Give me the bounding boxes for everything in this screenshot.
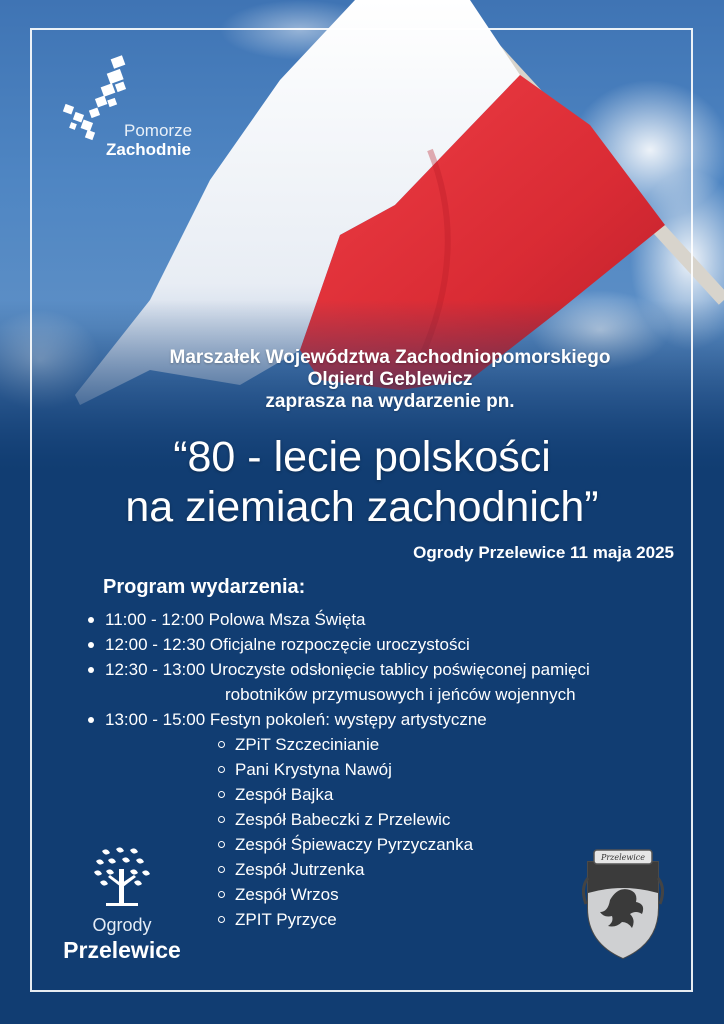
performer-item: Zespół Bajka [218,782,473,807]
bullet-icon [88,642,94,648]
ogrody-przelewice-logo [52,845,192,965]
intro-line-2: Olgierd Geblewicz [307,369,473,390]
performer-item: Zespół Jutrzenka [218,857,473,882]
performers-list [218,732,473,932]
circle-bullet-icon [218,741,225,748]
program-list [88,607,688,732]
pomorze-zachodnie-logo [60,55,220,165]
program-heading: Program wydarzenia: [103,576,306,598]
event-title-line-2: na ziemiach zachodnich” [125,483,599,531]
logo-ogrody-line1: Ogrody [92,915,152,935]
program-item-continuation: robotników przymusowych i jeńców wojennych [225,685,576,704]
performer-item: Zespół Wrzos [218,882,473,907]
circle-bullet-icon [218,791,225,798]
circle-bullet-icon [218,766,225,773]
program-item: 13:00 - 15:00 Festyn pokoleń: występy artystyczne [88,707,688,732]
performer-item: Pani Krystyna Nawój [218,757,473,782]
event-title-line-1: “80 - lecie polskości [173,433,551,481]
performer-item: ZPiT Szczecinianie [218,732,473,757]
przelewice-crest-icon [582,848,664,960]
program-item: 12:00 - 12:30 Oficjalne rozpoczęcie uroczystości [88,632,688,657]
circle-bullet-icon [218,816,225,823]
program-item: 11:00 - 12:00 Polowa Msza Święta [88,607,688,632]
program-item: 12:30 - 13:00 Uroczyste odsłonięcie tablicy poświęconej pamięci [88,657,688,682]
circle-bullet-icon [218,841,225,848]
circle-bullet-icon [218,866,225,873]
circle-bullet-icon [218,891,225,898]
bullet-icon [88,667,94,673]
intro-line-3: zaprasza na wydarzenie pn. [265,391,515,412]
logo-ogrody-line2: Przelewice [63,937,181,963]
bullet-icon [88,617,94,623]
circle-bullet-icon [218,916,225,923]
event-venue-date: Ogrody Przelewice 11 maja 2025 [413,543,674,562]
tree-icon [92,847,152,909]
intro-line-1: Marszałek Województwa Zachodniopomorskiego [169,347,611,368]
logo-pomorze-line1: Pomorze [124,121,193,140]
performer-item: Zespół Śpiewaczy Pyrzyczanka [218,832,473,857]
performer-item: ZPIT Pyrzyce [218,907,473,932]
crest-banner-text: Przelewice [600,853,646,862]
bullet-icon [88,717,94,723]
logo-pomorze-line2: Zachodnie [106,140,192,159]
performer-item: Zespół Babeczki z Przelewic [218,807,473,832]
